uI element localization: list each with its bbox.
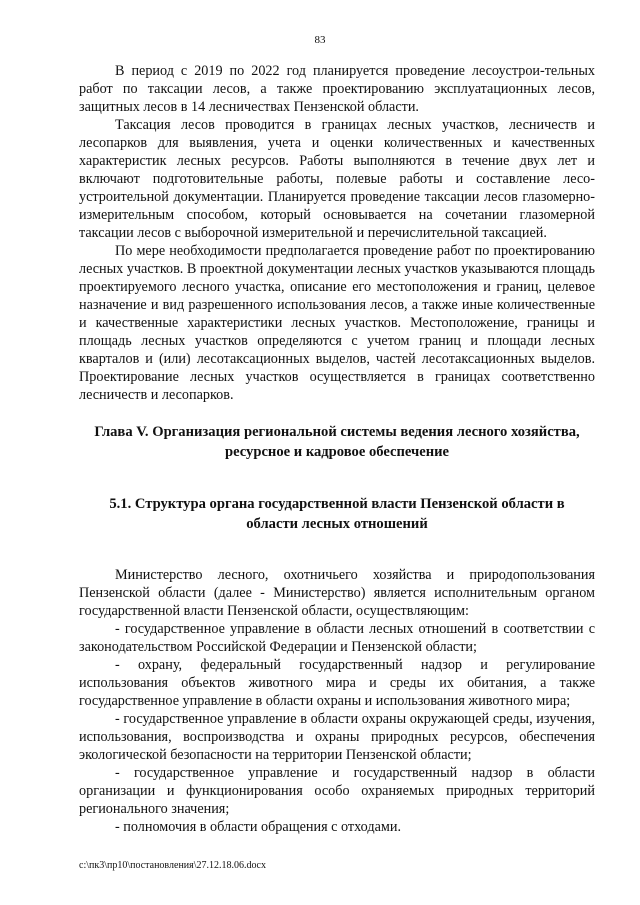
paragraph: По мере необходимости предполагается проведение работ по проектированию лесных участков. В проектной документации лесных участков указываются площадь проектируемого лесного участка, описание его местоположения и границ, целевое назначение и вид разрешенного использования лесов, а также иные количественные и качественные характеристики лесных участков. Местоположение, границы и площадь лесных участков определяются с учетом границ и площади лесных кварталов и (или) лесотаксационных выделов, частей лесотаксационных выделов. Проектирование лесных участков осуществляется в границах соответственно лесничеств и лесопарков.	[79, 243, 595, 403]
list-item: - государственное управление в области лесных отношений в соответствии с законодательством Российской Федерации и Пензенской области;	[79, 621, 595, 655]
section-heading	[79, 494, 595, 534]
document-body	[79, 62, 595, 836]
paragraph: Таксация лесов проводится в границах лесных участков, лесничеств и лесопарков для выявления, учета и оценки количественных и качественных характеристик лесных ресурсов. Работы выполняются в течение двух лет и включают подготовительные работы, полевые работы и составление лесо-устроительной документации. Планируется проведение таксации лесов глазомерно-измерительным способом, который основывается на сочетании глазомерной таксации лесов с выборочной измерительной и перечислительной таксацией.	[79, 117, 595, 241]
page-number: 83	[314, 34, 326, 46]
chapter-heading-line1: Глава V. Организация региональной системы ведения лесного хозяйства,	[94, 424, 580, 440]
section-heading-line2: области лесных отношений	[246, 516, 428, 532]
list-item: - полномочия в области обращения с отходами.	[115, 819, 401, 835]
chapter-heading-line2: ресурсное и кадровое обеспечение	[224, 444, 449, 460]
paragraph: В период с 2019 по 2022 год планируется проведение лесоустрои-тельных работ по таксации лесов, а также проектированию эксплуатационных лесов, защитных лесов в 14 лесничествах Пензенской области.	[79, 63, 595, 115]
footer-file-path: c:\пк3\пр10\постановления\27.12.18.06.docx	[79, 860, 266, 871]
list-item: - государственное управление и государственный надзор в области организации и функционирования особо охраняемых природных территорий регионального значения;	[79, 765, 595, 817]
list-item: - государственное управление в области охраны окружающей среды, изучения, использования, воспроизводства и охраны природных ресурсов, обеспечения экологической безопасности на территории Пензенской области;	[79, 711, 595, 763]
list-item: - охрану, федеральный государственный надзор и регулирование использования объектов животного мира и среды их обитания, а также государственное управление в области охраны и использования животного мира;	[79, 657, 595, 709]
section-heading-line1: 5.1. Структура органа государственной власти Пензенской области в	[109, 496, 565, 512]
paragraph: Министерство лесного, охотничьего хозяйства и природопользования Пензенской области (далее - Министерство) является исполнительным органом государственной власти Пензенской области, осуществляющим:	[79, 567, 595, 619]
chapter-heading	[79, 422, 595, 462]
